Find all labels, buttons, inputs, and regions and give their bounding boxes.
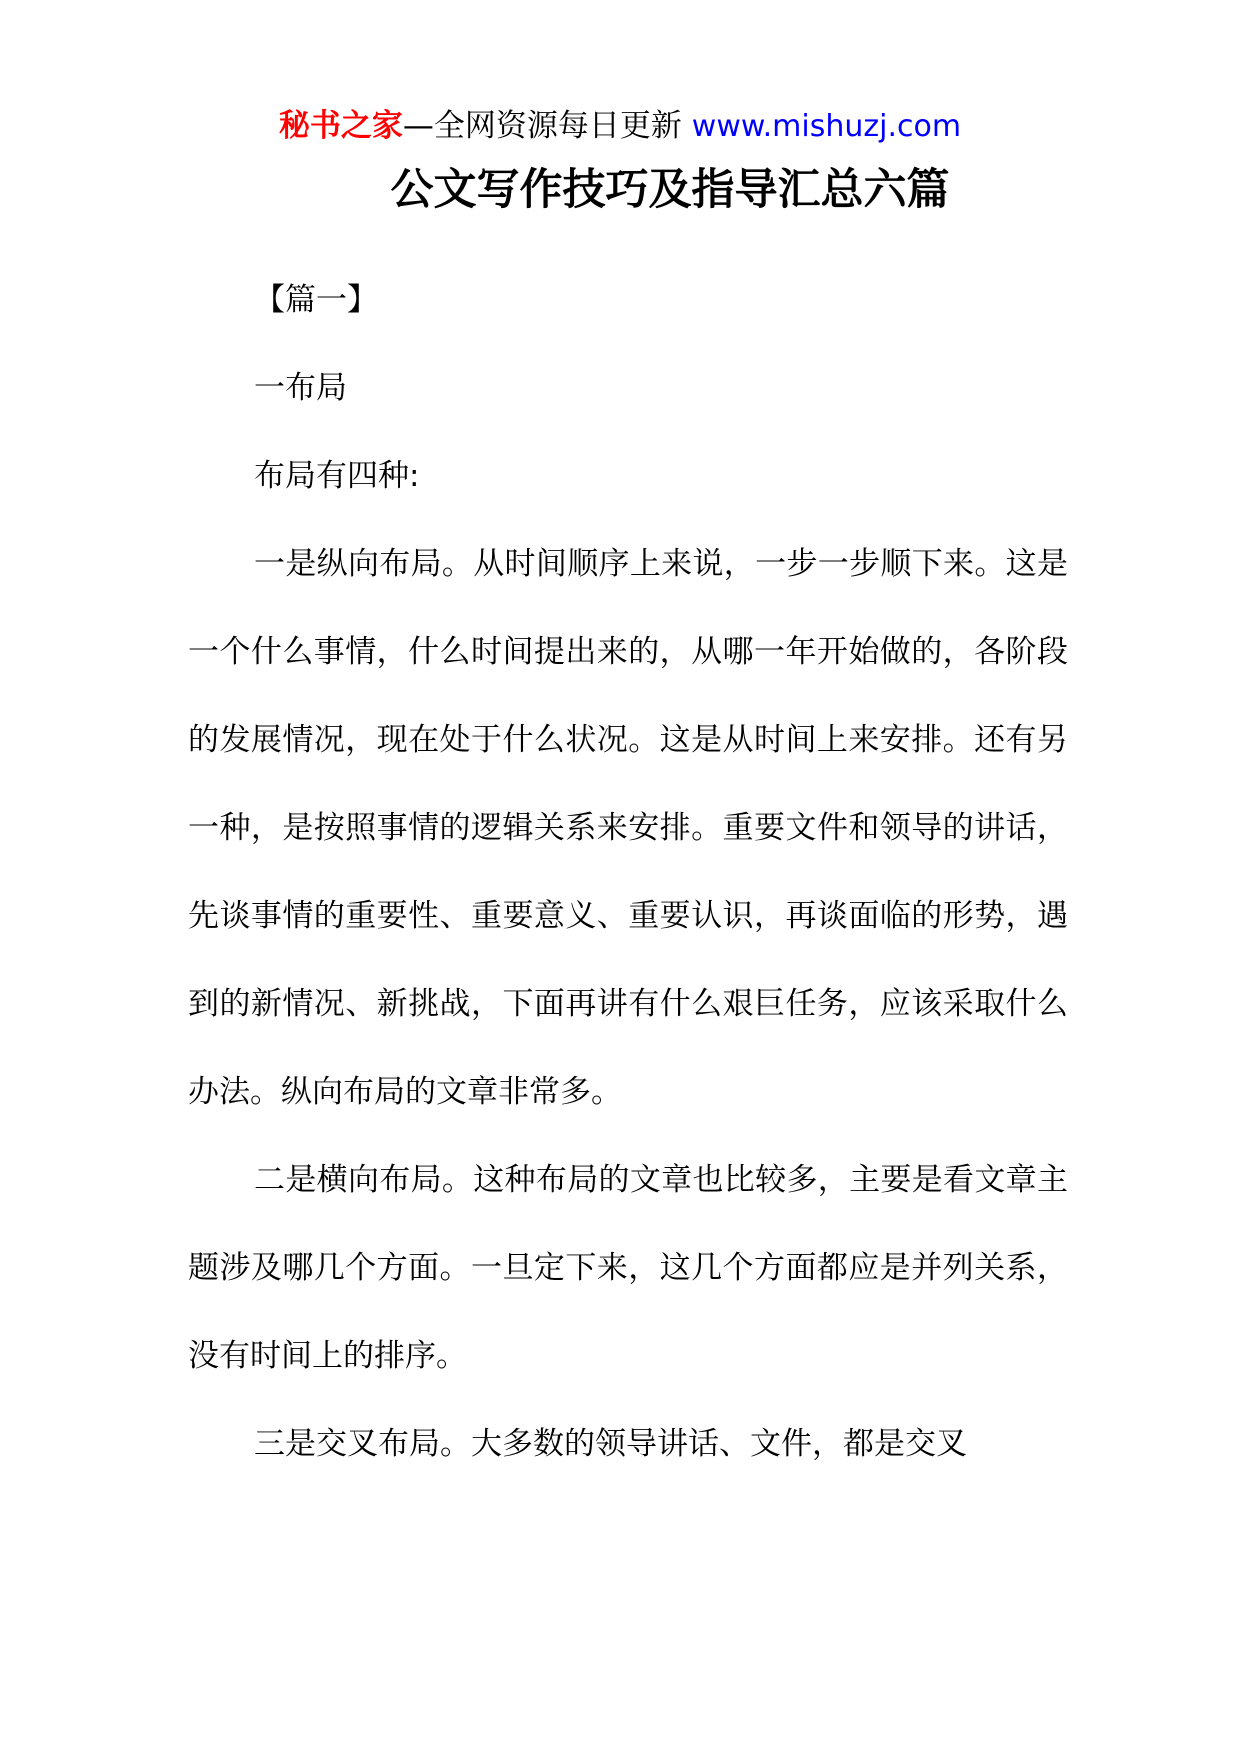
paragraph-horizontal-layout: 二是横向布局。这种布局的文章也比较多，主要是看文章主题涉及哪几个方面。一旦定下来，这几个方面都应是并列关系，没有时间上的排序。	[188, 1162, 1068, 1374]
section-heading: 一布局	[254, 370, 347, 406]
site-brand: 秘书之家	[278, 108, 403, 144]
site-header	[0, 104, 1240, 149]
section-label: 【篇一】	[254, 282, 378, 318]
site-slogan: —全网资源每日更新	[402, 108, 692, 144]
site-url-link[interactable]: www.mishuzj.com	[691, 109, 962, 144]
paragraph-cross-layout: 三是交叉布局。大多数的领导讲话、文件，都是交叉	[254, 1426, 967, 1462]
intro-paragraph: 布局有四种:	[254, 458, 420, 494]
document-title: 公文写作技巧及指导汇总六篇	[390, 165, 950, 215]
paragraph-vertical-layout: 一是纵向布局。从时间顺序上来说，一步一步顺下来。这是一个什么事情，什么时间提出来的，从哪一年开始做的，各阶段的发展情况，现在处于什么状况。这是从时间上来安排。还有另一种，是按照事情的逻辑关系来安排。重要文件和领导的讲话，先谈事情的重要性、重要意义、重要认识，再谈面临的形势，遇到的新情况、新挑战，下面再讲有什么艰巨任务，应该采取什么办法。纵向布局的文章非常多。	[188, 546, 1068, 1110]
document-body	[188, 256, 1068, 1488]
